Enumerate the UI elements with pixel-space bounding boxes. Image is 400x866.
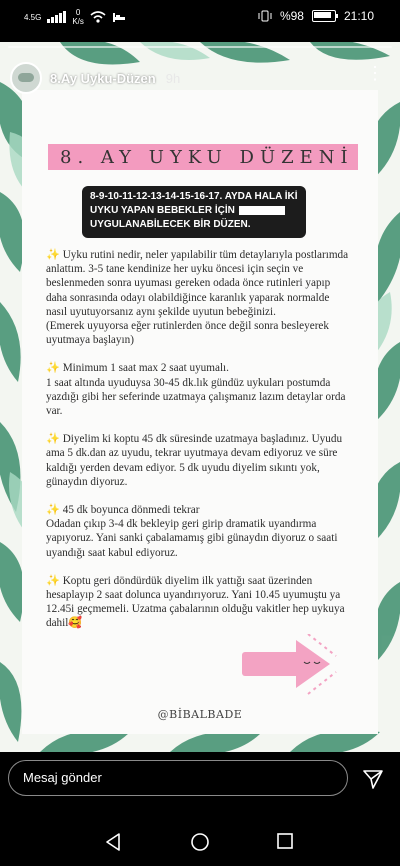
more-vertical-icon[interactable]: ⋮ (366, 63, 384, 83)
story-time: 9h (165, 70, 181, 86)
paragraph: ✨ Uyku rutini nedir, neler yapılabilir tüm detaylarıyla postlarımda anlattım. 3-5 tane kendinize her uyku öncesi için seçin ve beslenmeden sonra uyuması gereken odada önce rutinleri yapıp daha sonrasında odayı olabildiğince karanlık yaparak normalde nasıl uyutuyorsanız aynı şekilde uyutun bebeğinizi. (Emerek uyuyorsa eğer rutinlerden önce değil sonra besleyerek uyutmaya başlayın) (46, 249, 349, 347)
story-username[interactable]: 8.Ay Uyku-Düzen (50, 70, 156, 86)
post-subtitle-box (82, 186, 306, 238)
story-progress-bar (8, 46, 392, 48)
recents-nav-icon[interactable] (276, 832, 294, 850)
post-title: 8. AY UYKU DÜZENİ (60, 147, 354, 168)
home-nav-icon[interactable] (190, 832, 210, 852)
arrow-right-icon (238, 634, 338, 696)
status-bar (0, 0, 400, 34)
post-title-banner (48, 144, 358, 170)
clock: 21:10 (343, 9, 374, 23)
battery-percent: %98 (279, 9, 304, 23)
net-speed: 0 K/s (72, 8, 84, 26)
bed-icon (112, 11, 126, 23)
message-input[interactable]: Mesaj gönder (8, 760, 348, 796)
wifi-icon (90, 11, 106, 23)
network-type-label: 4.5G (24, 12, 42, 22)
send-icon[interactable] (362, 768, 384, 790)
subtitle-line: UYKU YAPAN BEBEKLER İÇİN (90, 205, 235, 216)
highlight-mark (239, 206, 285, 215)
paragraph: ✨ 45 dk boyunca dönmedi tekrar Odadan çıkıp 3-4 dk bekleyip geri girip dramatik uyandırma yapıyoruz. Yani sanki çabalamamış gibi günaydın diyoruz o saati uyandığı saat kabul ediyoruz. (46, 504, 338, 559)
author-handle: @BİBALBADE (157, 708, 243, 721)
post-body (46, 248, 350, 645)
avatar[interactable] (10, 62, 42, 94)
paragraph: ✨ Minimum 1 saat max 2 saat uyumalı. 1 saat altında uyuduysa 30-45 dk.lık gündüz uykuları postumda yazdığı gibi her seferinde uzatmaya çalışmanız lazım detaylar orda var. (46, 362, 346, 418)
subtitle-line: 8-9-10-11-12-13-14-15-16-17. AYDA HALA İKİ (90, 191, 298, 202)
battery-icon (312, 10, 336, 22)
vibrate-icon (258, 10, 272, 22)
story-header (10, 62, 180, 94)
paragraph: ✨ Diyelim ki koptu 45 dk süresinde uzatmaya başladınız. Uyudu ama 5 dk.dan az uyudu, tekrar uyutmaya devam ediyoruz ve süre kaldığı yerden devam ediyor. 5 dk uyudu diyelim sıkıntı yok, günaydın diyoruz. (46, 433, 343, 488)
back-nav-icon[interactable] (104, 832, 122, 852)
signal-icon (47, 11, 66, 23)
subtitle-line: UYGULANABİLECEK BİR DÜZEN. (90, 219, 251, 230)
paragraph: ✨ Koptu geri döndürdük diyelim ilk yattığı saat üzerinden hesaplayıp 2 saat dolunca uyandırıyoruz. Yani 10.45 uyumuştu ya 12.45i geçmemeli. Uzatma çabalarının olduğu vakitler hep uykuya dahil🥰 (46, 574, 345, 630)
